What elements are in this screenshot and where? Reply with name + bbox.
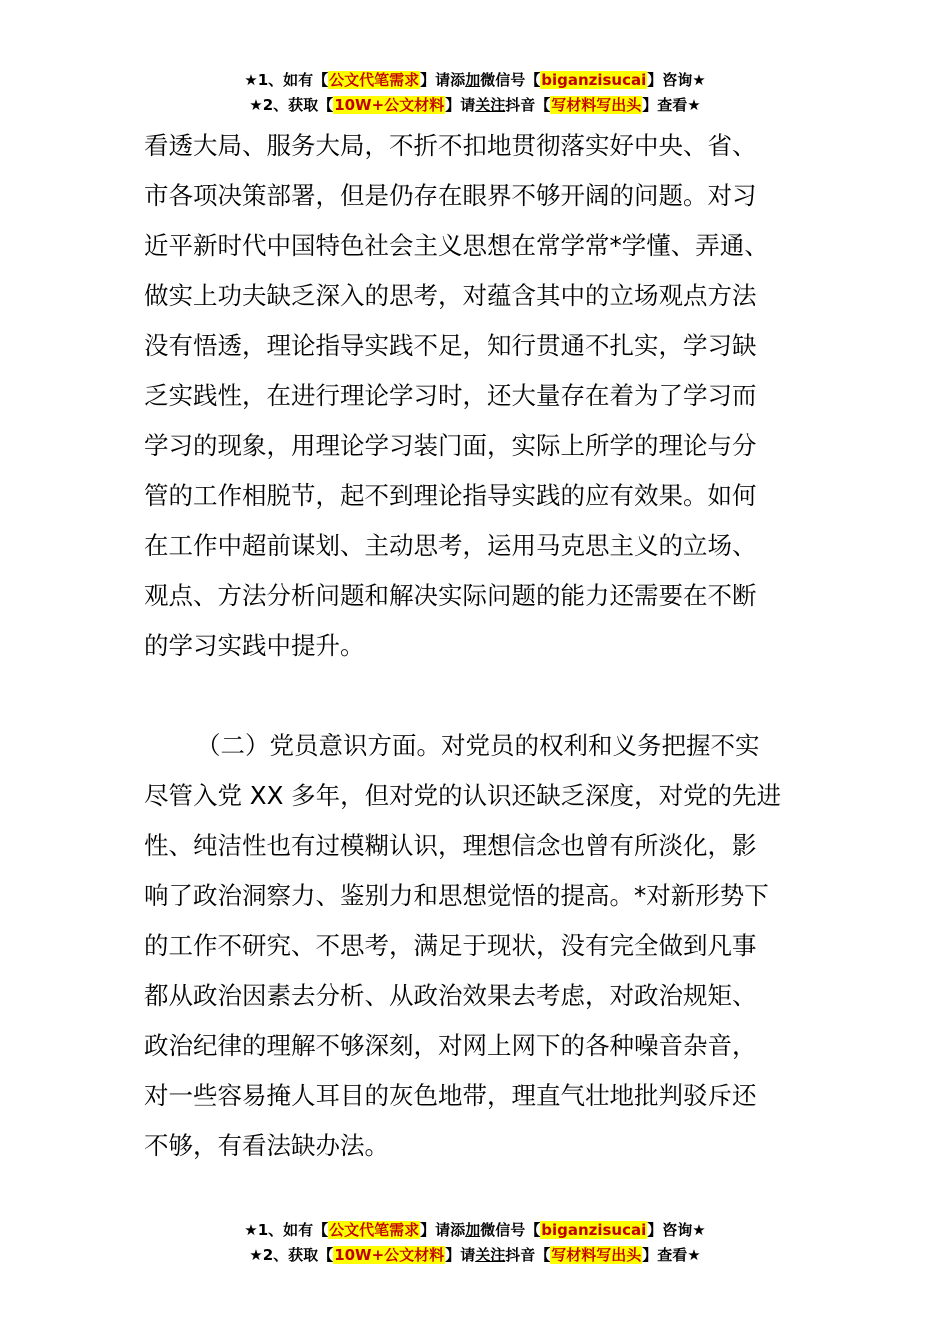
highlight-materials: 10W+公文材料 <box>334 96 445 114</box>
text-line: 乏实践性，在进行理论学习时，还大量存在着为了学习而 <box>144 381 757 410</box>
banner-line-1 <box>0 68 950 93</box>
banner-text: 】请添 <box>420 71 466 89</box>
text-line: 近平新时代中国特色社会主义思想在常学常*学懂、弄通、 <box>144 231 769 260</box>
banner-text: 】请 <box>445 1246 476 1264</box>
text-line: 的工作不研究、不思考，满足于现状，没有完全做到凡事 <box>144 931 757 960</box>
highlight-douyin-account: 写材料写出头 <box>551 1246 642 1264</box>
banner-text: ★2、获取【 <box>249 1246 334 1264</box>
paragraph-2 <box>144 721 808 1171</box>
header-banner <box>0 68 950 118</box>
banner-emphasis: 关注 <box>475 96 506 114</box>
text-line: 不够，有看法缺办法。 <box>144 1131 389 1160</box>
text-line: 响了政治洞察力、鉴别力和思想觉悟的提高。*对新形势下 <box>144 881 769 910</box>
paragraph-1 <box>144 121 808 671</box>
banner-emphasis: 关注 <box>475 1246 506 1264</box>
banner-text: 微信号【 <box>480 71 541 89</box>
highlight-douyin-account: 写材料写出头 <box>551 96 642 114</box>
banner-text: 】咨询★ <box>647 71 706 89</box>
paragraph-gap <box>144 671 808 721</box>
banner-text: 抖音【 <box>505 1246 551 1264</box>
banner-text: 】咨询★ <box>647 1221 706 1239</box>
banner-line-1 <box>0 1218 950 1243</box>
banner-text: 】查看★ <box>642 96 701 114</box>
banner-text: 】请 <box>445 96 476 114</box>
text-line: 学习的现象，用理论学习装门面，实际上所学的理论与分 <box>144 431 757 460</box>
banner-text: 抖音【 <box>505 96 551 114</box>
banner-emphasis: 加 <box>465 71 481 89</box>
text-line: 管的工作相脱节，起不到理论指导实践的应有效果。如何 <box>144 481 757 510</box>
banner-text: 】查看★ <box>642 1246 701 1264</box>
banner-emphasis: 加 <box>465 1221 481 1239</box>
section-heading-line: （二）党员意识方面。对党员的权利和义务把握不实 <box>196 731 760 760</box>
text-line: 政治纪律的理解不够深刻，对网上网下的各种噪音杂音， <box>144 1031 757 1060</box>
banner-text: 】请添 <box>420 1221 466 1239</box>
banner-text: 微信号【 <box>480 1221 541 1239</box>
text-line: 没有悟透，理论指导实践不足，知行贯通不扎实，学习缺 <box>144 331 757 360</box>
banner-text: ★1、如有【 <box>244 1221 329 1239</box>
text-line: 在工作中超前谋划、主动思考，运用马克思主义的立场、 <box>144 531 757 560</box>
banner-line-2 <box>0 93 950 118</box>
text-line: 对一些容易掩人耳目的灰色地带，理直气壮地批判驳斥还 <box>144 1081 757 1110</box>
text-line: 的学习实践中提升。 <box>144 631 365 660</box>
document-body <box>144 121 808 1171</box>
highlight-wechat-id: biganzisucai <box>541 71 647 89</box>
text-line: 做实上功夫缺乏深入的思考，对蕴含其中的立场观点方法 <box>144 281 757 310</box>
highlight-wechat-id: biganzisucai <box>541 1221 647 1239</box>
footer-banner <box>0 1218 950 1268</box>
text-line: 性、纯洁性也有过模糊认识，理想信念也曾有所淡化，影 <box>144 831 757 860</box>
text-line: 尽管入党 XX 多年，但对党的认识还缺乏深度，对党的先进 <box>144 781 782 810</box>
text-line: 都从政治因素去分析、从政治效果去考虑，对政治规矩、 <box>144 981 757 1010</box>
text-line: 观点、方法分析问题和解决实际问题的能力还需要在不断 <box>144 581 757 610</box>
banner-text: ★2、获取【 <box>249 96 334 114</box>
text-line: 市各项决策部署，但是仍存在眼界不够开阔的问题。对习 <box>144 181 757 210</box>
text-line: 看透大局、服务大局，不折不扣地贯彻落实好中央、省、 <box>144 131 757 160</box>
banner-line-2 <box>0 1243 950 1268</box>
banner-text: ★1、如有【 <box>244 71 329 89</box>
highlight-materials: 10W+公文材料 <box>334 1246 445 1264</box>
highlight-service: 公文代笔需求 <box>329 71 420 89</box>
highlight-service: 公文代笔需求 <box>329 1221 420 1239</box>
